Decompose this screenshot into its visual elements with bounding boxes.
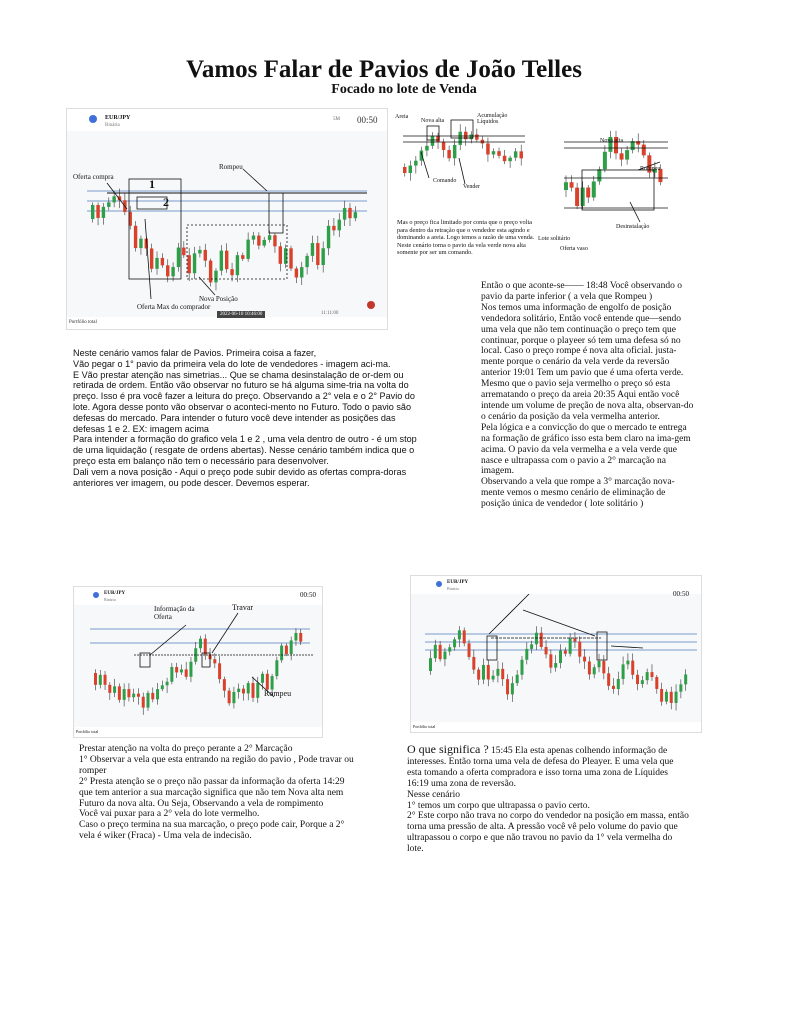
candle-body (475, 134, 479, 139)
candle-body (583, 657, 586, 662)
candle-body (321, 248, 324, 265)
candle-body (439, 645, 442, 659)
annotation-arrow (611, 646, 643, 648)
br-footer-label: Portfólio total (413, 724, 436, 729)
candle-body (448, 647, 451, 651)
candle-body (581, 188, 585, 206)
candle-body (650, 672, 653, 677)
candle-body (636, 675, 639, 684)
label-rompeu-right: Rompeu (640, 166, 661, 172)
candle-body (225, 251, 228, 270)
candle-body (477, 670, 480, 680)
bottom-left-text-block (79, 744, 354, 842)
candle-body (182, 248, 185, 256)
candle-body (199, 639, 202, 649)
candle-body (501, 669, 504, 679)
annotation-box (269, 193, 283, 233)
candle-body (252, 683, 255, 698)
candle-body (241, 255, 244, 259)
bottom-right-chart (410, 575, 702, 733)
paragraph: 1° temos um corpo que ultrapassa o pavio certo. (407, 800, 590, 811)
bl-timer-label[interactable]: 00:50 (300, 591, 316, 599)
candle-body (564, 182, 568, 190)
bl-label-informacao: Informação da Oferta (154, 605, 195, 621)
candle-body (631, 141, 635, 150)
candle-body (598, 661, 601, 667)
top-mid-note: Mas o preço fica limitado por conta que o preço volta para dentro da retração que o vendedor esta agindo e dominando a areia. Logo temos a razão de uma venda. Neste cenário torna o pavio da vela verde nova alta somente por ser um comando. (397, 219, 535, 257)
candle-body (228, 691, 231, 704)
label-oferta-compra: Oferta compra (73, 173, 114, 181)
bl-symbol-label: EUR/JPY (104, 591, 126, 596)
candle-body (295, 269, 298, 278)
candle-body (112, 196, 115, 202)
candle-body (273, 235, 276, 246)
candle-body (593, 667, 596, 674)
flag-icon (93, 592, 99, 598)
candle-body (118, 686, 121, 700)
label-vender: Vender (463, 184, 480, 190)
flag-icon (436, 581, 442, 587)
annotation-arrow (459, 158, 465, 184)
candle-body (338, 220, 341, 231)
label-one: 1 (149, 177, 155, 191)
candle-body (204, 250, 207, 261)
candle-body (570, 182, 574, 187)
candle-body (569, 638, 572, 653)
clock-label: 11:11:00 (321, 311, 339, 316)
candle-body (198, 250, 201, 253)
candle-body (218, 663, 221, 679)
flag-icon (89, 115, 97, 123)
candle-body (641, 680, 644, 684)
paragraph: Prestar atenção na volta do preço perante a 2° Marcação (79, 744, 293, 754)
candle-body (487, 665, 490, 680)
paragraph: E Vão prestar atenção nas simetrias... Que se chama desinstalação de or-dem ou retirada de ordem. Então vão observar no futuro se há alguma sime-tria na volta do preço. Isso é pra você fazer a leitura do preço. Observando a 2° vela e o 2° Pavio do lote. Agora desse ponto vão observar o aconteci-mento no Futuro. Todo o pavio são defesas do mercado. Para intender o futuro você deve intender as posições das defesas 1 e 2. EX: imagem acima (73, 369, 415, 434)
candle-body (625, 150, 629, 159)
chart-header (411, 576, 701, 594)
candle-body (414, 161, 418, 166)
candle-body (575, 188, 579, 206)
candle-body (626, 661, 629, 665)
paragraph: Caso o preço termina na sua marcação, o preço pode cair, Porque a 2° vela é wiker (Fraca) - Uma vela de indecisão. (79, 820, 345, 842)
candle-body (261, 674, 264, 683)
paragraph: 2° Presta atenção se o preço não passar da informação da oferta 14:29 que tem anterior a sua marcação significa que não tem Nova alta nem Futuro da nova alta. Ou Seja, Observando a vela de rompimento (79, 776, 345, 809)
candle-body (187, 255, 190, 273)
top-mid-chart (393, 112, 533, 220)
candle-body (492, 151, 496, 154)
main-chart (66, 108, 388, 330)
candle-body (327, 226, 330, 248)
annotation-arrow (630, 202, 640, 222)
candle-body (603, 152, 607, 169)
candle-body (665, 692, 668, 702)
candle-body (94, 673, 97, 685)
candle-body (486, 143, 490, 154)
candle-body (592, 181, 596, 197)
candle-body (275, 660, 278, 676)
candle-body (519, 151, 523, 158)
candle-body (588, 661, 591, 674)
annotation-arrow (243, 169, 267, 191)
candle-body (679, 684, 682, 691)
label-acumulacao: Acumulação Líquidos (477, 113, 508, 125)
candle-body (453, 145, 457, 158)
paragraph: Pela lógica e a convicção do que o mercado te entrega na formação de gráfico isso esta bem claro na ima-gem acima. O pavio da vela vermelha e a vela verde que nasce e ultrapassa com o pavio a 2° marcação na imagem. (481, 422, 691, 477)
chart-header (74, 587, 322, 605)
candle-body (300, 267, 303, 277)
candle-body (549, 654, 552, 667)
candle-body (503, 156, 507, 161)
candle-body (290, 640, 293, 654)
candle-body (193, 253, 196, 273)
right-text-block (481, 281, 695, 510)
candle-body (142, 697, 145, 708)
candle-body (458, 630, 461, 639)
candle-body (508, 158, 512, 161)
candle-body (177, 248, 180, 267)
date-badge: 2022-06-10 10:46:00 (217, 311, 265, 318)
candle-body (139, 239, 142, 248)
candle-body (332, 226, 335, 230)
timeframe-label[interactable]: 5M (333, 117, 340, 122)
candle-body (180, 669, 183, 672)
candle-body (96, 205, 99, 218)
candle-body (472, 657, 475, 670)
candle-body (171, 267, 174, 276)
paragraph: Nos temos uma informação de engolfo de posição vendedora solitário, Então você entende que—sendo uma vela que não tem continuação o preço tem que continuar, porque o playeer só tem uma defesa só no local. Caso o preço rompe é nova alta oficial. justa-mente porque o cenário da vela verde da reversão anterior 19:01 Tem um pavio que é uma oferta verde. (481, 302, 684, 379)
candle-body (612, 686, 615, 689)
candle-body (660, 689, 663, 702)
candle-body (617, 679, 620, 689)
label-desinstalacao: Desinstalação (616, 224, 650, 230)
candle-body (246, 240, 249, 259)
candle-body (268, 235, 271, 240)
candle-body (425, 146, 429, 151)
candle-body (516, 675, 519, 683)
label-lote-solitario: Lote solitário (538, 236, 571, 242)
candle-body (573, 638, 576, 641)
bl-broker-label: Binária (104, 597, 116, 602)
annotation-arrow (199, 277, 215, 295)
candle-body (622, 664, 625, 679)
paragraph: 15:45 Ela esta apenas colhendo informação de interesses. Então torna uma vela de defesa do Pleayer. E uma vela que esta tomando a oferta compradora e isso torna uma zona de Líquides 16:19 uma zona de reversão. (407, 746, 674, 789)
candle-body (514, 151, 518, 157)
candle-body (213, 659, 216, 663)
paragraph: 1° Observar a vela que esta entrando na região do pavio , Pode travar ou romper (79, 754, 354, 776)
candle-body (175, 667, 178, 672)
candle-body (91, 205, 94, 219)
candle-body (506, 679, 509, 694)
candle-body (232, 692, 235, 703)
br-symbol-label: EUR/JPY (447, 580, 469, 585)
annotation-box (487, 636, 497, 660)
candle-body (102, 207, 105, 218)
candle-body (525, 649, 528, 660)
symbol-label: EUR/JPY (105, 115, 131, 121)
candle-body (578, 641, 581, 656)
timer-label[interactable]: 00:50 (357, 115, 378, 125)
candle-body (252, 236, 255, 240)
candle-body (155, 258, 158, 269)
record-icon (367, 301, 375, 309)
br-broker-label: Binária (447, 586, 459, 591)
candle-body (104, 675, 107, 685)
paragraph: Nesse cenário (407, 789, 461, 800)
candle-body (237, 689, 240, 692)
candle-body (132, 694, 135, 698)
candle-body (434, 645, 437, 658)
candle-body (107, 202, 110, 207)
candle-body (134, 226, 137, 248)
page-title: Vamos Falar de Pavios de João Telles (186, 56, 582, 83)
candle-body (113, 686, 116, 692)
bl-label-rompeu: Rompeu (264, 689, 292, 698)
candle-body (354, 212, 357, 218)
paragraph: Você vai puxar para a 2° vela do lote vermelho. (79, 809, 260, 820)
candle-body (468, 643, 471, 657)
candle-body (242, 689, 245, 694)
left-text-block (73, 348, 429, 488)
candle-body (511, 683, 514, 694)
label-oferta-max: Oferta Max do comprador (137, 303, 211, 311)
candle-body (271, 676, 274, 689)
candle-body (403, 167, 407, 173)
candle-body (535, 633, 538, 645)
paragraph: 2° Este corpo não trava no corpo do vendedor na posição em massa, então torna uma pressão de alta. A pressão você vê pelo volume do pavio que ultrapassou o corpo e que não travou no pavio da 1° vela vermelha do lote. (407, 811, 689, 855)
candle-body (280, 646, 283, 661)
candle-body (263, 240, 266, 246)
candle-body (442, 142, 446, 150)
candle-body (151, 693, 154, 699)
candle-body (223, 679, 226, 690)
candle-body (607, 673, 610, 685)
label-two: 2 (163, 195, 169, 209)
candle-body (161, 685, 164, 689)
candle-body (147, 693, 150, 708)
annotation-arrow (212, 613, 238, 653)
candle-body (540, 633, 543, 647)
chart-footer (411, 722, 701, 732)
candle-body (492, 676, 495, 680)
candle-body (266, 674, 269, 690)
top-right-chart (538, 112, 670, 252)
candle-body (294, 633, 297, 641)
label-nova-alta: Nova alta (421, 118, 445, 124)
candle-body (127, 689, 130, 697)
candle-body (99, 675, 102, 685)
annotation-arrow (421, 152, 429, 178)
candle-body (620, 153, 624, 159)
bottom-right-text-block (407, 744, 689, 855)
candle-body (123, 689, 126, 700)
candle-body (646, 672, 649, 680)
candle-body (316, 243, 319, 265)
candle-body (204, 639, 207, 655)
annotation-box (597, 632, 607, 660)
paragraph: Mesmo que o pavio seja vermelho o preço só esta arrematando o preço da areia 20:35 Aqui então você intende um volume de preção de nova alta, observan-do o cenário da posição da vela vermelha anterior. (481, 379, 694, 422)
candle-body (453, 639, 456, 647)
candle-body (166, 265, 169, 276)
candle-body (289, 248, 292, 268)
candle-body (214, 271, 217, 283)
candle-body (256, 683, 259, 698)
candle-body (150, 248, 153, 268)
paragraph: Neste cenário vamos falar de Pavios. Primeira coisa a fazer, (73, 348, 317, 358)
candle-body (655, 677, 658, 689)
label-areia: Areia (395, 114, 409, 120)
chart-footer (67, 317, 387, 329)
paragraph: Para intender a formação do grafico vela 1 e 2 , uma vela dentro de outro - é um stop de uma liquidação ( resgate de ordens abertas). Nesse cenário também indica que o preço esta em balanço não tem o necessário para desenvolver. (73, 434, 417, 466)
bl-label-travar: Travar (232, 603, 254, 612)
candle-body (470, 134, 474, 139)
candle-body (156, 689, 159, 699)
paragraph: Vão pegar o 1° pavio da primeira vela do lote de vendedores - imagem aci-ma. (73, 358, 391, 369)
candle-body (443, 652, 446, 660)
annotation-arrow (523, 610, 595, 636)
candle-body (497, 151, 501, 156)
candle-body (482, 665, 485, 680)
candle-body (185, 669, 188, 676)
candle-body (564, 651, 567, 654)
candle-body (220, 251, 223, 271)
candle-body (299, 633, 302, 642)
footer-label: Portfólio total (69, 320, 97, 325)
candle-body (559, 651, 562, 663)
candle-body (170, 667, 173, 682)
paragraph: Dali vem a nova posição - Aqui o preço pode subir devido as ofertas compra-doras anteriores ver imagem, ou pode descer. Devemos esperar. (73, 466, 407, 488)
candle-body (409, 166, 413, 174)
candle-body (285, 646, 288, 654)
label-oferta-vaso: Oferta vaso (560, 246, 588, 252)
paragraph: Então o que aconte-se—— 18:48 Você observando o pavio da parte inferior ( a vela que Rompeu ) (481, 281, 682, 302)
candle-body (642, 145, 646, 156)
paragraph: Observando a vela que rompe a 3° marcação nova-mente vemos o mesmo cenário de eliminação de posição única de vendedor ( lote solitário ) (481, 477, 675, 510)
page-subtitle: Focado no lote de Venda (331, 82, 477, 97)
bl-footer-label: Portfólio total (76, 729, 99, 734)
candle-body (311, 243, 314, 256)
candle-body (597, 169, 601, 181)
candle-body (481, 140, 485, 144)
br-timer-label[interactable]: 00:50 (673, 590, 689, 598)
candle-body (279, 246, 282, 263)
label-comando: Comando (433, 178, 457, 184)
candle-body (684, 675, 687, 685)
candle-body (161, 258, 164, 265)
candle-body (447, 150, 451, 158)
candle-body (137, 694, 140, 697)
label-nova-alta-right: Nova alta (600, 138, 624, 144)
candle-body (230, 269, 233, 275)
candle-body (675, 692, 678, 703)
candle-body (554, 663, 557, 668)
candle-body (431, 136, 435, 146)
candle-body (429, 658, 432, 671)
candle-body (520, 660, 523, 675)
candle-body (305, 256, 308, 267)
candle-body (530, 644, 533, 649)
broker-label: Binária (105, 123, 120, 128)
candle-body (463, 630, 466, 643)
chart-footer (74, 727, 322, 737)
candle-body (108, 685, 111, 693)
candle-body (166, 682, 169, 686)
candle-body (631, 661, 634, 675)
candle-body (348, 208, 351, 218)
label-rompeu: Rompeu (219, 163, 243, 171)
candle-body (602, 661, 605, 673)
candle-body (236, 255, 239, 275)
candle-body (343, 208, 346, 220)
bottom-left-chart (73, 586, 323, 738)
bottom-right-heading: O que significa ? (407, 742, 489, 756)
candle-body (257, 236, 260, 246)
candle-body (189, 662, 192, 677)
candle-body (586, 188, 590, 198)
label-nova-posicao: Nova Posição (199, 295, 238, 303)
candle-body (670, 692, 673, 703)
candle-body (545, 647, 548, 654)
candle-body (496, 669, 499, 676)
candle-body (247, 683, 250, 693)
